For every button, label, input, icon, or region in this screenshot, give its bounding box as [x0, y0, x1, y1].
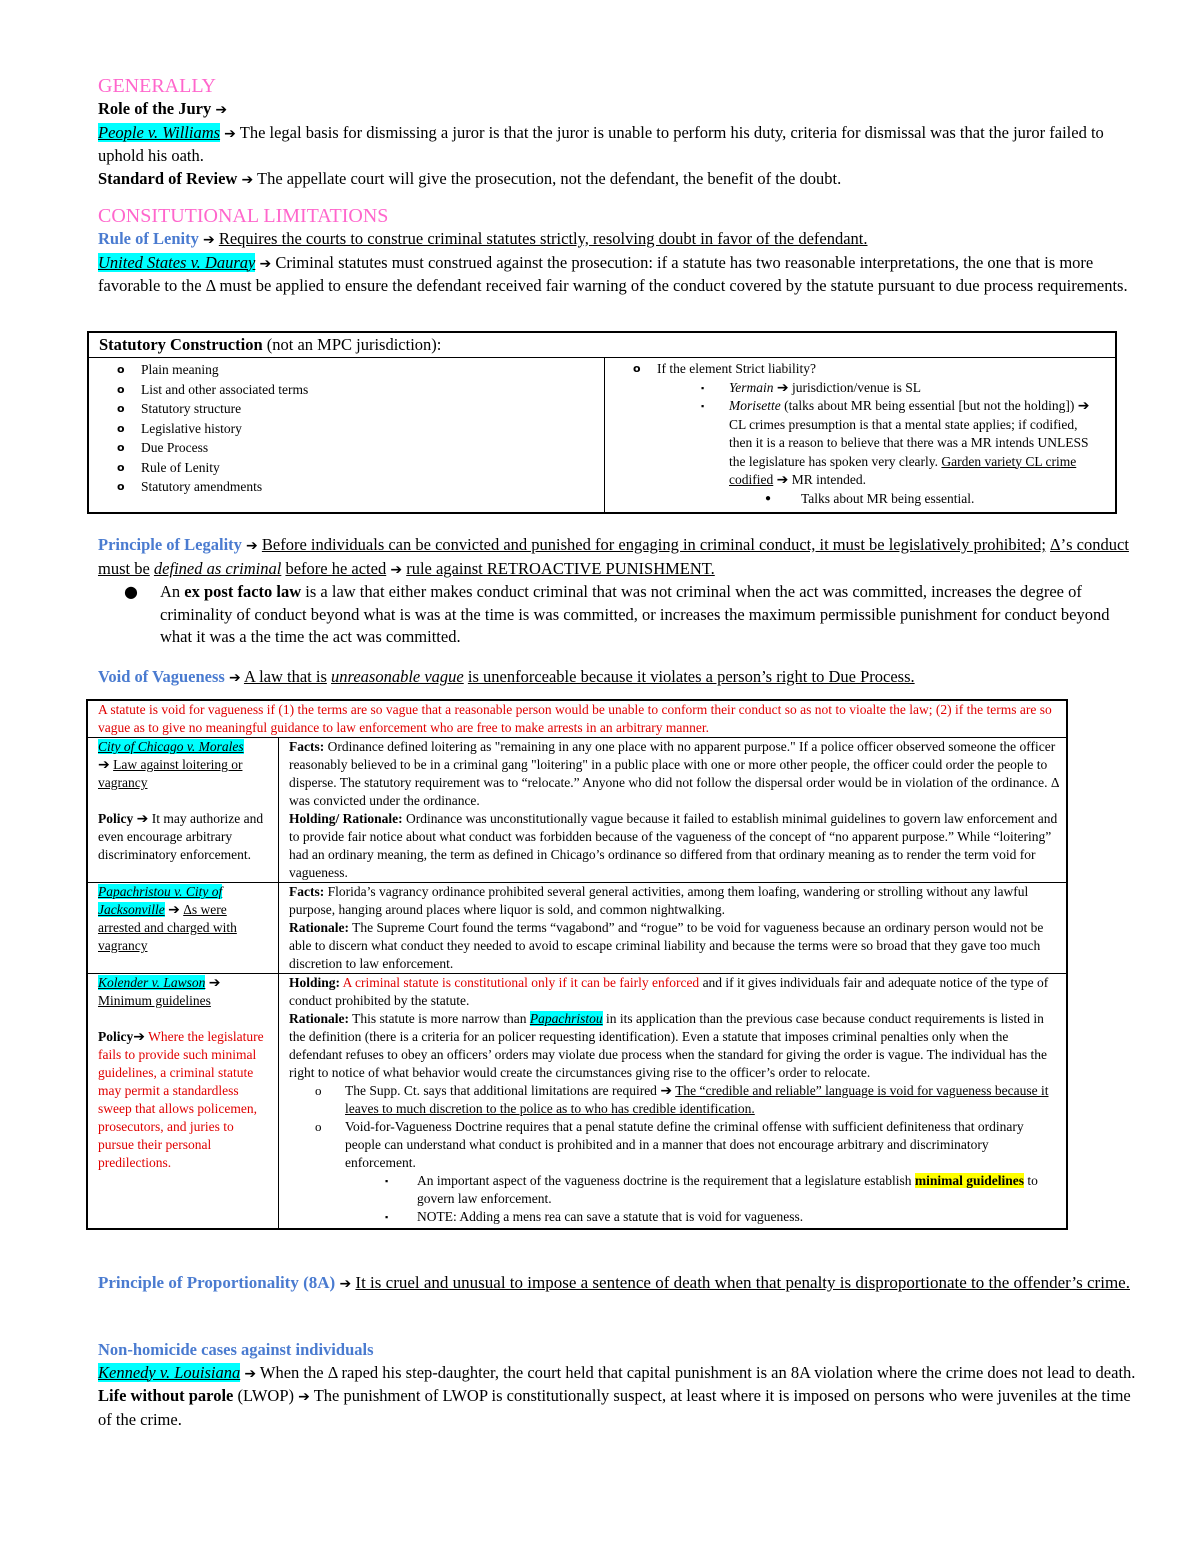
- arrow-icon: ➔: [168, 902, 180, 918]
- proportionality-heading: Principle of Proportionality (8A): [98, 1273, 336, 1292]
- papa-case-cell: Papachristou v. City of Jacksonville ➔ Δs were arrested and charged with vagrancy: [87, 883, 279, 974]
- lenity-paragraph: [98, 228, 1138, 252]
- arrow-icon: ➔: [228, 670, 241, 686]
- mr-essential-item: ● Talks about MR being essential.: [605, 490, 1095, 509]
- list-item: o Due Process: [117, 440, 209, 455]
- statutory-title-note: (not an MPC jurisdiction):: [266, 335, 442, 354]
- arrow-icon: ➔: [241, 171, 254, 188]
- square-bullet-icon: ▪: [701, 401, 705, 411]
- jury-heading-line: [98, 98, 1138, 122]
- square-bullet-icon: ▪: [701, 382, 705, 393]
- aspect-item: ▪ An important aspect of the vagueness doctrine is the requirement that a legislature establish minimal guidelines to govern law enforcement.: [385, 1173, 1038, 1206]
- legality-heading: Principle of Legality: [98, 535, 242, 554]
- arrow-icon: ➔: [98, 757, 110, 773]
- arrow-icon: ➔: [244, 1365, 257, 1382]
- arrow-icon: ➔: [339, 1276, 352, 1292]
- papa-detail-cell: Facts: Florida’s vagrancy ordinance prohibited several general activities, among them loafing, wandering or strolling without any lawful purpose, hanging around places where liquor is sold, and common nightwalking. Rationale: The Supreme Court found the terms “vagabond” and “rogue” to be void for vagueness because an ordinary person would not be able to discern what conduct they needed to avoid to escape criminal liability and because the terms were so broad that they gave too much discretion to law enforcement.: [279, 883, 1068, 974]
- vagueness-heading: Void of Vagueness: [98, 667, 225, 686]
- arrow-icon: ➔: [390, 561, 403, 578]
- arrow-icon: ➔: [202, 232, 215, 248]
- doctrine-item: o Void-for-Vagueness Doctrine requires that a penal statute define the criminal offense with sufficient definiteness that ordinary people can understand what conduct is prohibited and in a manner that does not encourage arbitrary and discriminatory enforcement.: [315, 1119, 1024, 1170]
- arrow-icon: ➔: [1077, 398, 1090, 414]
- review-text: The appellate court will give the prosecution, not the defendant, the benefit of the doubt.: [257, 168, 842, 188]
- jury-heading: Role of the Jury: [98, 99, 212, 118]
- list-item: o List and other associated terms: [117, 381, 309, 397]
- case-us-v-dauray: United States v. Dauray: [98, 252, 256, 272]
- statutory-title-cell: [88, 332, 1116, 358]
- lenity-heading: Rule of Lenity: [98, 229, 199, 248]
- arrow-icon: ➔: [660, 1083, 673, 1099]
- square-bullet-icon: ▪: [385, 1176, 389, 1186]
- case-people-v-williams: People v. Williams: [98, 122, 221, 142]
- bullet-icon: ●: [765, 492, 772, 504]
- section-nonhomicide: [98, 1339, 1138, 1431]
- vagueness-paragraph: Void of Vagueness ➔ A law that is unreasonable vague is unenforceable because it violates a person’s right to Due Process.: [98, 667, 915, 686]
- statutory-title: Statutory Construction: [99, 335, 263, 354]
- arrow-icon: ➔: [224, 125, 236, 142]
- dauray-paragraph: [98, 252, 1138, 298]
- bullet-icon: ●: [124, 582, 138, 601]
- list-item: o Statutory amendments: [117, 479, 263, 494]
- section-vagueness: [98, 666, 1138, 690]
- list-item: o Legislative history: [117, 420, 242, 436]
- arrow-icon: ➔: [246, 538, 258, 554]
- statutory-left-cell: [88, 358, 605, 514]
- ex-post-facto-bullet: ● An ex post facto law is a law that either makes conduct criminal that was not criminal when the act was committed, increases the degree of criminality of conduct beyond what is was at the time is was committed, or increases the maximum permissible punishment for conduct beyond what it was a the time the act was committed.: [124, 582, 1110, 646]
- case-papachristou: Papachristou v. City of Jacksonville: [98, 884, 223, 917]
- statutory-right-list: [605, 360, 1095, 379]
- case-chicago-v-morales: City of Chicago v. Morales: [98, 739, 244, 754]
- morales-case-cell: City of Chicago v. Morales ➔ Law against loitering or vagrancy Policy ➔ It may authorize and even encourage arbitrary discriminatory enforcement.: [87, 738, 279, 883]
- arrow-icon: ➔: [259, 255, 272, 272]
- williams-paragraph: [98, 122, 1138, 168]
- legality-paragraph: Principle of Legality ➔ Before individuals can be convicted and punished for engaging in criminal conduct, it must be legislatively prohibited; Δ’s conduct must be defined as criminal before he acted ➔ rule against RETROACTIVE PUNISHMENT.: [98, 535, 1129, 578]
- arrow-icon: ➔: [215, 102, 228, 118]
- vagueness-table: [86, 699, 1068, 1230]
- yermain-item: ▪ Yermain ➔ jurisdiction/venue is SL: [701, 379, 921, 396]
- supp-ct-item: o The Supp. Ct. says that additional limitations are required ➔ The “credible and reliable” language is void for vagueness because it leaves to much discretion to the police as to who has credible identification.: [315, 1083, 1049, 1116]
- arrow-icon: ➔: [136, 811, 149, 827]
- morales-detail-cell: Facts: Ordinance defined loitering as "remaining in any one place with no apparent purpose." If a police officer observed someone the officer reasonably believed to be in a criminal gang "loitering" in a public place with one or more other people, the officer could order the people to disperse. The statutory requirement was to “relocate.” Anyone who did not follow the dispersal order would be in violation of the ordinance. Δ was convicted under the ordinance. Holding/ Rationale: Ordinance was unconstitutionally vague because it failed to establish minimal guidelines to govern law enforcement and to provide fair notice about what conduct was forbidden because of the vagueness of the concept of “no apparent purpose.” While “loitering” had an ordinary meaning, the term as defined in Chicago’s ordinance so differed from that ordinary meaning as to render the term void for vagueness.: [279, 738, 1068, 883]
- arrow-icon: ➔: [298, 1389, 310, 1405]
- section-constitutional: [98, 204, 1138, 298]
- williams-text: The legal basis for dismissing a juror is that the juror is unable to perform his duty, criteria for dismissal was that the juror failed to uphold his oath.: [98, 122, 1104, 165]
- case-kolender-v-lawson: Kolender v. Lawson: [98, 975, 206, 990]
- list-item: o Statutory structure: [117, 401, 242, 416]
- proportionality-paragraph: Principle of Proportionality (8A) ➔ It is cruel and unusual to impose a sentence of death when that penalty is disproportionate to the offender’s crime.: [98, 1273, 1130, 1292]
- dauray-text: Criminal statutes must construed against the prosecution: if a statute has two reasonable interpretations, the one that is more favorable to the Δ must be applied to ensure the defendant received fair warning of the conduct covered by the statute pursuant to due process requirements.: [98, 252, 1128, 295]
- note-item: ▪ NOTE: Adding a mens rea can save a statute that is void for vagueness.: [385, 1209, 804, 1224]
- section-proportionality: [98, 1272, 1138, 1296]
- list-item: o Rule of Lenity: [117, 459, 220, 475]
- arrow-icon: ➔: [208, 975, 221, 991]
- lenity-text: Requires the courts to construe criminal statutes strictly, resolving doubt in favor of the defendant.: [218, 229, 868, 248]
- kolender-case-cell: Kolender v. Lawson ➔ Minimum guidelines Policy➔ Where the legislature fails to provide such minimal guidelines, a criminal statute may permit a standardless sweep that allows policemen, prosecutors, and juries to pursue their personal predilections.: [87, 974, 279, 1230]
- list-item: o Plain meaning: [117, 362, 219, 377]
- statutory-construction-table: [87, 331, 1117, 514]
- review-heading: Standard of Review: [98, 168, 238, 188]
- heading-constitutional: CONSITUTIONAL LIMITATIONS: [98, 205, 389, 227]
- case-kennedy-v-louisiana: Kennedy v. Louisiana: [98, 1362, 241, 1382]
- heading-generally: GENERALLY: [98, 75, 216, 97]
- section-generally: [98, 74, 1138, 191]
- lwop-paragraph: Life without parole (LWOP) ➔ The punishment of LWOP is constitutionally suspect, at least where it is imposed on persons who were juveniles at the time of the crime.: [98, 1386, 1131, 1429]
- kolender-detail-cell: Holding: A criminal statute is constitutional only if it can be fairly enforced and if it gives individuals fair and adequate notice of the type of conduct prohibited by the statute. Rationale: This statute is more narrow than Papachristou in its application than the previous case because conduct requirements is listed in the definition (there is a criteria for an policer requesting identification). Even a statute that imposes criminal penalties only when the defendant refuses to obey an officers’ orders may violate due process when the standard for giving the order is vague. The individual has the right to notice of what behavior would create the circumstances giving rise to the officer’s order to relocate. o The Supp. Ct. says that additional limitations are required ➔ The “credible and reliable” language is void for vagueness because it leaves to much discretion to the police as to who has credible identification. o Void-for-Vagueness Doctrine requires that a penal statute define the criminal offense with sufficient definiteness that ordinary people can understand what conduct is prohibited and in a manner that does not encourage arbitrary and discriminatory enforcement. ▪ An important aspect of the vagueness doctrine is the requirement that a legislature establish minimal guidelines to govern law enforcement. ▪ NOTE: Adding a mens rea can save a statute that is void for vagueness.: [279, 974, 1068, 1230]
- section-legality: [98, 534, 1138, 649]
- square-bullet-icon: ▪: [385, 1212, 389, 1222]
- list-item: o If the element Strict liability?: [633, 361, 816, 376]
- vagueness-intro-cell: A statute is void for vagueness if (1) the terms are so vague that a reasonable person would be unable to conform their conduct so as not to vioalte the law; (2) if the terms are so vague as to give no meaningful guidance to law enforcement who are free to make arrests in an arbitrary manner.: [87, 700, 1067, 738]
- arrow-icon: ➔: [133, 1029, 145, 1045]
- nonhomicide-heading: Non-homicide cases against individuals: [98, 1340, 374, 1359]
- kennedy-paragraph: Kennedy v. Louisiana ➔ When the Δ raped his step-daughter, the court held that capital punishment is an 8A violation where the crime does not lead to death.: [98, 1362, 1136, 1382]
- statutory-right-cell: [605, 358, 1117, 514]
- arrow-icon: ➔: [776, 379, 789, 396]
- arrow-icon: ➔: [776, 472, 789, 488]
- review-paragraph: [98, 168, 1138, 192]
- statutory-left-list: [89, 360, 604, 497]
- morisette-item: ▪ Morisette (talks about MR being essential [but not the holding]) ➔ CL crimes presumption is that a mental state applies; if codified, then it is a reason to believe that there was a MR intends UNLESS the legislature has spoken very clearly. Garden variety CL crime codified ➔ MR intended.: [701, 398, 1090, 488]
